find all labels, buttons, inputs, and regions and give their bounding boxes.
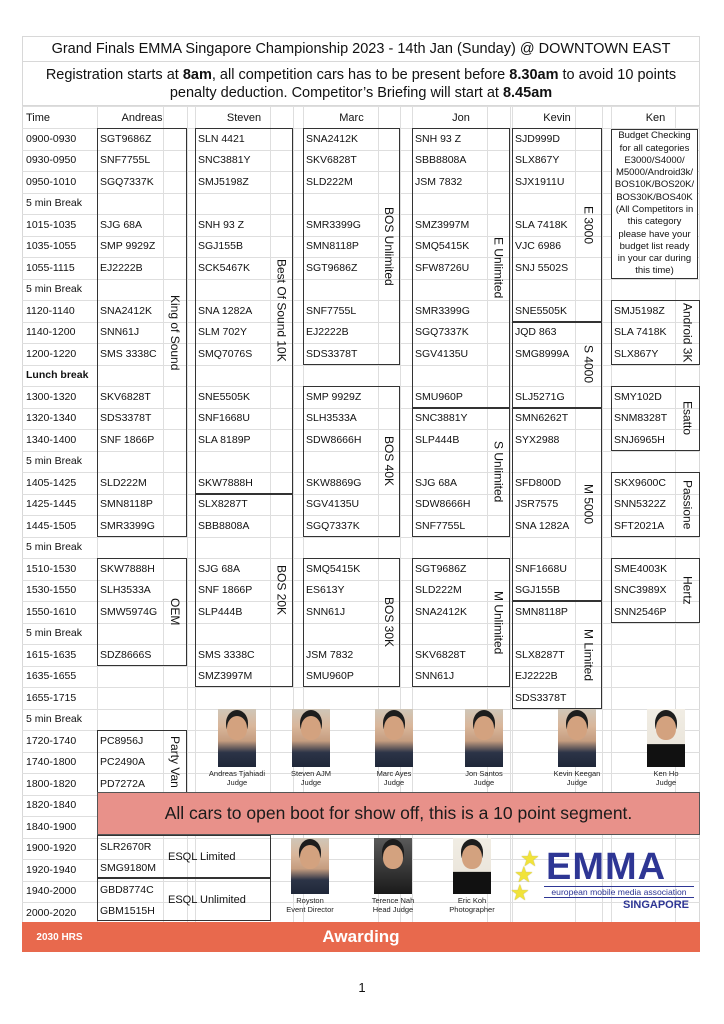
car-plate: SLR2670R bbox=[100, 840, 152, 853]
category-label bbox=[675, 300, 700, 365]
category-name: Party Van bbox=[168, 736, 182, 789]
header-judge-kevin: Kevin bbox=[543, 111, 571, 124]
car-plate: SDW8666H bbox=[306, 433, 362, 446]
judge-name: Ken Ho bbox=[653, 769, 679, 778]
star-icon: ★ bbox=[514, 862, 534, 887]
time-slot: 1035-1055 bbox=[26, 240, 77, 253]
category-label bbox=[163, 128, 187, 537]
category-label bbox=[675, 472, 700, 537]
time-slot: 1340-1400 bbox=[26, 433, 77, 446]
category-name: BOS Unlimited bbox=[382, 206, 396, 286]
time-slot: 1800-1820 bbox=[26, 777, 77, 790]
car-plate: GBM1515H bbox=[100, 904, 155, 917]
car-plate: SMQ5415K bbox=[306, 562, 361, 575]
logo-region: SINGAPORE bbox=[622, 899, 689, 911]
car-plate: SMZ3997M bbox=[415, 218, 470, 231]
category-name: E Unlimited bbox=[491, 237, 506, 299]
category-label bbox=[163, 558, 187, 666]
page-title: Grand Finals EMMA Singapore Championship 2023 - 14th Jan (Sunday) @ DOWNTOWN EAST bbox=[22, 36, 700, 62]
category-name: Android 3K bbox=[680, 302, 695, 362]
car-plate: SMP 9929Z bbox=[306, 390, 362, 403]
time-slot: 1445-1505 bbox=[26, 519, 77, 532]
judge-card-jon bbox=[444, 709, 524, 787]
category-label bbox=[675, 558, 700, 623]
car-plate: SNA 1282A bbox=[198, 304, 253, 317]
time-slot: 1320-1340 bbox=[26, 412, 77, 425]
car-plate: SGJ155B bbox=[198, 240, 243, 253]
car-plate: SNF7755L bbox=[306, 304, 357, 317]
category-label bbox=[575, 408, 602, 602]
time-slot: Lunch break bbox=[26, 369, 89, 382]
car-plate: SJG 68A bbox=[415, 476, 458, 489]
category-name: M Limited bbox=[581, 628, 596, 681]
car-plate: JSR7575 bbox=[515, 498, 559, 511]
car-plate: SMQ7076S bbox=[198, 347, 253, 360]
time-slot: 2000-2020 bbox=[26, 906, 77, 919]
car-plate: SLD222M bbox=[415, 584, 462, 597]
car-plate: SNE5505K bbox=[198, 390, 250, 403]
official-card-terence bbox=[353, 838, 433, 914]
car-plate: SLD222M bbox=[100, 476, 147, 489]
judge-photo bbox=[465, 709, 503, 767]
car-plate: SFW8726U bbox=[415, 261, 470, 274]
judge-name: Jon Santos bbox=[465, 769, 503, 778]
judge-name: Kevin Keegan bbox=[553, 769, 601, 778]
star-icon: ★ bbox=[510, 880, 530, 905]
car-plate: SNN2546P bbox=[614, 605, 667, 618]
car-plate: SKW8869G bbox=[306, 476, 362, 489]
car-plate: SCK5467K bbox=[198, 261, 250, 274]
time-slot: 1920-1940 bbox=[26, 863, 77, 876]
official-photo bbox=[291, 838, 329, 894]
notice-time-registration: 8am bbox=[182, 66, 212, 83]
esql-limited-label: ESQL Limited bbox=[168, 850, 236, 863]
car-plate: PC2490A bbox=[100, 756, 145, 769]
car-plate: SMJ5198Z bbox=[614, 304, 665, 317]
car-plate: SNH 93 Z bbox=[415, 132, 462, 145]
time-slot: 1055-1115 bbox=[26, 261, 75, 274]
car-plate: SNA2412K bbox=[100, 304, 152, 317]
car-plate: SMS 3338C bbox=[198, 648, 255, 661]
category-name: E 3000 bbox=[581, 205, 596, 244]
time-slot: 5 min Break bbox=[26, 197, 83, 210]
car-plate: SNM8328T bbox=[614, 412, 668, 425]
notice-time-deadline: 8.30am bbox=[509, 66, 559, 83]
car-plate: SJX1911U bbox=[515, 175, 565, 188]
car-plate: SKW7888H bbox=[198, 476, 253, 489]
category-label bbox=[378, 558, 400, 687]
car-plate: SNF1668U bbox=[515, 562, 567, 575]
category-label bbox=[675, 386, 700, 451]
time-slot: 0900-0930 bbox=[26, 132, 77, 145]
time-slot: 0930-0950 bbox=[26, 154, 77, 167]
logo-subtitle: european mobile media association bbox=[544, 886, 694, 898]
time-slot: 5 min Break bbox=[26, 283, 83, 296]
car-plate: SGT9686Z bbox=[415, 562, 467, 575]
judge-role: Judge bbox=[566, 778, 588, 787]
car-plate: SNN61J bbox=[415, 670, 455, 683]
car-plate: SNC3989X bbox=[614, 584, 667, 597]
category-label bbox=[163, 730, 187, 795]
car-plate: SFD800D bbox=[515, 476, 562, 489]
car-plate: SKV6828T bbox=[415, 648, 466, 661]
car-plate: SMR3399G bbox=[100, 519, 155, 532]
car-plate: SGT9686Z bbox=[100, 132, 152, 145]
car-plate: SLN 4421 bbox=[198, 132, 245, 145]
car-plate: SMS 3338C bbox=[100, 347, 157, 360]
car-plate: SNF7755L bbox=[415, 519, 466, 532]
car-plate: SMR3399G bbox=[415, 304, 470, 317]
car-plate: JSM 7832 bbox=[415, 175, 463, 188]
notice-text: to avoid 10 points penalty deduction. Competitor’s Briefing will start at bbox=[169, 66, 677, 101]
time-slot: 1720-1740 bbox=[26, 734, 77, 747]
official-role: Head Judge bbox=[372, 905, 414, 914]
car-plate: SNN61J bbox=[306, 605, 346, 618]
car-plate: SLJ5271G bbox=[515, 390, 565, 403]
car-plate: SGV4135U bbox=[415, 347, 469, 360]
category-label bbox=[575, 128, 602, 322]
time-slot: 1015-1035 bbox=[26, 218, 77, 231]
official-photo bbox=[374, 838, 412, 894]
car-plate: SNN61J bbox=[100, 326, 140, 339]
category-label bbox=[378, 128, 400, 365]
car-plate: SYX2988 bbox=[515, 433, 560, 446]
car-plate: VJC 6986 bbox=[515, 240, 562, 253]
category-name: M 5000 bbox=[581, 484, 596, 525]
category-name: King of Sound bbox=[168, 294, 182, 370]
official-card-eric bbox=[432, 838, 512, 914]
car-plate: SGQ7337K bbox=[415, 326, 469, 339]
car-plate: SLH3533A bbox=[100, 584, 151, 597]
category-name: Esatto bbox=[680, 401, 695, 436]
judge-photo bbox=[218, 709, 256, 767]
car-plate: SGV4135U bbox=[306, 498, 360, 511]
time-slot: 1820-1840 bbox=[26, 799, 77, 812]
car-plate: SKV6828T bbox=[100, 390, 151, 403]
car-plate: SMW5974G bbox=[100, 605, 158, 618]
car-plate: SMZ3997M bbox=[198, 670, 253, 683]
judge-card-kevin bbox=[537, 709, 617, 787]
car-plate: EJ2222B bbox=[515, 670, 558, 683]
car-plate: ES613Y bbox=[306, 584, 345, 597]
car-plate: JSM 7832 bbox=[306, 648, 354, 661]
category-label bbox=[270, 128, 293, 494]
car-plate: SJG 68A bbox=[198, 562, 241, 575]
time-slot: 1840-1900 bbox=[26, 820, 77, 833]
judge-role: Judge bbox=[226, 778, 248, 787]
car-plate: SNC3881Y bbox=[415, 412, 468, 425]
time-slot: 1615-1635 bbox=[26, 648, 77, 661]
official-role: Photographer bbox=[449, 905, 495, 914]
car-plate: SMG8999A bbox=[515, 347, 570, 360]
car-plate: SMP 9929Z bbox=[100, 240, 156, 253]
official-role: Event Director bbox=[286, 905, 334, 914]
car-plate: SMU960P bbox=[306, 670, 354, 683]
car-plate: SMR3399G bbox=[306, 218, 361, 231]
logo-wordmark: EMMA bbox=[546, 846, 667, 888]
car-plate: SNJ 5502S bbox=[515, 261, 569, 274]
judge-role: Judge bbox=[655, 778, 677, 787]
judge-card-andreas bbox=[197, 709, 277, 787]
car-plate: SLA 7418K bbox=[614, 326, 667, 339]
car-plate: SMN6262T bbox=[515, 412, 569, 425]
car-plate: SMU960P bbox=[415, 390, 463, 403]
car-plate: SJG 68A bbox=[100, 218, 143, 231]
car-plate: SDZ8666S bbox=[100, 648, 152, 661]
time-slot: 5 min Break bbox=[26, 713, 83, 726]
judge-role: Judge bbox=[473, 778, 495, 787]
category-name: BOS 20K bbox=[274, 565, 289, 616]
awarding-title: Awarding bbox=[322, 927, 400, 946]
car-plate: SLA 7418K bbox=[515, 218, 568, 231]
car-plate: SNJ6965H bbox=[614, 433, 665, 446]
car-plate: SMQ5415K bbox=[415, 240, 470, 253]
category-label bbox=[487, 558, 510, 687]
car-plate: SLX8287T bbox=[198, 498, 248, 511]
car-plate: SFT2021A bbox=[614, 519, 665, 532]
car-plate: SDS3378T bbox=[515, 691, 567, 704]
car-plate: SNF 1866P bbox=[198, 584, 253, 597]
car-plate: SMN8118P bbox=[100, 498, 153, 511]
car-plate: PC8956J bbox=[100, 734, 144, 747]
time-slot: 1635-1655 bbox=[26, 670, 77, 683]
car-plate: SNA2412K bbox=[415, 605, 467, 618]
header-judge-marc: Marc bbox=[339, 111, 364, 124]
awarding-time: 2030 HRS bbox=[36, 931, 83, 943]
header-time: Time bbox=[26, 111, 51, 124]
time-slot: 1120-1140 bbox=[26, 304, 75, 317]
notice-text: , all competition cars has to be present before bbox=[211, 66, 510, 83]
car-plate: SLP444B bbox=[415, 433, 460, 446]
category-name: Best Of Sound 10K bbox=[274, 259, 289, 363]
category-name: M Unlimited bbox=[491, 590, 506, 655]
car-plate: SMY102D bbox=[614, 390, 662, 403]
time-slot: 1140-1200 bbox=[26, 326, 76, 339]
car-plate: SGQ7337K bbox=[306, 519, 360, 532]
time-slot: 1405-1425 bbox=[26, 476, 77, 489]
judge-role: Judge bbox=[300, 778, 322, 787]
car-plate: SNN5322Z bbox=[614, 498, 666, 511]
car-plate: SNE5505K bbox=[515, 304, 567, 317]
category-label bbox=[270, 494, 293, 688]
notice-text: Registration starts at bbox=[45, 66, 183, 83]
car-plate: SDS3378T bbox=[306, 347, 358, 360]
car-plate: SNC3881Y bbox=[198, 154, 251, 167]
category-name: BOS 40K bbox=[382, 436, 396, 487]
star-icon: ★ bbox=[520, 846, 540, 871]
judge-card-steven bbox=[271, 709, 351, 787]
car-plate: GBD8774C bbox=[100, 883, 154, 896]
category-name: Hertz bbox=[680, 575, 695, 605]
official-photo bbox=[453, 838, 491, 894]
judge-photo bbox=[647, 709, 685, 767]
judge-name: Steven AJM bbox=[290, 769, 332, 778]
category-label bbox=[575, 322, 602, 408]
awarding-bar bbox=[22, 922, 700, 952]
car-plate: SNH 93 Z bbox=[198, 218, 245, 231]
category-label bbox=[378, 386, 400, 537]
car-plate: SNF1668U bbox=[198, 412, 250, 425]
category-name: S Unlimited bbox=[491, 441, 506, 503]
time-slot: 5 min Break bbox=[26, 455, 83, 468]
car-plate: SBB8808A bbox=[198, 519, 250, 532]
car-plate: SGJ155B bbox=[515, 584, 560, 597]
car-plate: SLD222M bbox=[306, 175, 353, 188]
car-plate: SKW7888H bbox=[100, 562, 155, 575]
header-judge-ken: Ken bbox=[645, 111, 666, 124]
car-plate: SKV6828T bbox=[306, 154, 357, 167]
car-plate: SLA 8189P bbox=[198, 433, 251, 446]
official-name: Eric Koh bbox=[457, 896, 487, 905]
car-plate: SMN8118P bbox=[306, 240, 359, 253]
open-boot-banner: All cars to open boot for show off, this is a 10 point segment. bbox=[97, 792, 700, 835]
official-name: Terence Nah bbox=[371, 896, 415, 905]
judge-photo bbox=[558, 709, 596, 767]
car-plate: SGT9686Z bbox=[306, 261, 358, 274]
car-plate: EJ2222B bbox=[100, 261, 143, 274]
car-plate: SME4003K bbox=[614, 562, 668, 575]
time-slot: 1655-1715 bbox=[26, 691, 77, 704]
car-plate: SDW8666H bbox=[415, 498, 471, 511]
car-plate: SNF7755L bbox=[100, 154, 151, 167]
time-slot: 1510-1530 bbox=[26, 562, 77, 575]
judge-role: Judge bbox=[383, 778, 405, 787]
time-slot: 1200-1220 bbox=[26, 347, 77, 360]
time-slot: 1425-1445 bbox=[26, 498, 77, 511]
category-label bbox=[575, 601, 602, 709]
official-name: Royston bbox=[296, 896, 324, 905]
header-judge-steven: Steven bbox=[226, 111, 262, 124]
judge-photo bbox=[292, 709, 330, 767]
time-slot: 1740-1800 bbox=[26, 756, 77, 769]
car-plate: SLX867Y bbox=[614, 347, 659, 360]
page-number: 1 bbox=[358, 980, 366, 995]
judge-name: Marc Ayes bbox=[376, 769, 412, 778]
judge-card-marc bbox=[354, 709, 434, 787]
car-plate: SKX9600C bbox=[614, 476, 666, 489]
car-plate: SBB8808A bbox=[415, 154, 467, 167]
category-name: Passione bbox=[680, 479, 695, 529]
time-slot: 1300-1320 bbox=[26, 390, 77, 403]
car-plate: SNF 1866P bbox=[100, 433, 155, 446]
header-judge-andreas: Andreas bbox=[121, 111, 163, 124]
emma-logo bbox=[512, 844, 697, 914]
category-name: OEM bbox=[168, 598, 182, 626]
esql-unlimited-label: ESQL Unlimited bbox=[168, 893, 246, 906]
category-name: BOS 30K bbox=[382, 597, 396, 648]
car-plate: SMJ5198Z bbox=[198, 175, 249, 188]
car-plate: EJ2222B bbox=[306, 326, 349, 339]
time-slot: 1940-2000 bbox=[26, 885, 77, 898]
car-plate: SNA2412K bbox=[306, 132, 358, 145]
time-slot: 1550-1610 bbox=[26, 605, 77, 618]
official-card-royston bbox=[270, 838, 350, 914]
judge-name: Andreas Tjahiadi bbox=[208, 769, 266, 778]
header-judge-jon: Jon bbox=[452, 111, 470, 124]
category-name: S 4000 bbox=[581, 345, 596, 384]
car-plate: SMN8118P bbox=[515, 605, 568, 618]
category-label bbox=[487, 408, 510, 537]
car-plate: JQD 863 bbox=[515, 326, 557, 339]
time-slot: 1900-1920 bbox=[26, 842, 77, 855]
budget-check-note: Budget Checking for all categories E3000/S4000/ M5000/Android3k/ BOS10K/BOS20K/ BOS30K/BOS40K (All Competitors in this category please have your budget list ready in your car during this time) bbox=[611, 129, 698, 279]
car-plate: SLM 702Y bbox=[198, 326, 248, 339]
judge-photo bbox=[375, 709, 413, 767]
car-plate: SJD999D bbox=[515, 132, 560, 145]
notice-time-briefing: 8.45am bbox=[502, 84, 553, 101]
time-slot: 5 min Break bbox=[26, 627, 83, 640]
car-plate: SLH3533A bbox=[306, 412, 357, 425]
car-plate: SLX867Y bbox=[515, 154, 560, 167]
car-plate: PD7272A bbox=[100, 777, 145, 790]
judge-card-ken bbox=[626, 709, 706, 787]
car-plate: SGQ7337K bbox=[100, 175, 154, 188]
registration-notice bbox=[22, 62, 700, 106]
car-plate: SDS3378T bbox=[100, 412, 152, 425]
category-label bbox=[487, 128, 510, 408]
time-slot: 5 min Break bbox=[26, 541, 83, 554]
car-plate: SMG9180M bbox=[100, 861, 157, 874]
time-slot: 1530-1550 bbox=[26, 584, 77, 597]
car-plate: SLP444B bbox=[198, 605, 243, 618]
car-plate: SNA 1282A bbox=[515, 519, 570, 532]
car-plate: SLX8287T bbox=[515, 648, 565, 661]
time-slot: 0950-1010 bbox=[26, 175, 77, 188]
